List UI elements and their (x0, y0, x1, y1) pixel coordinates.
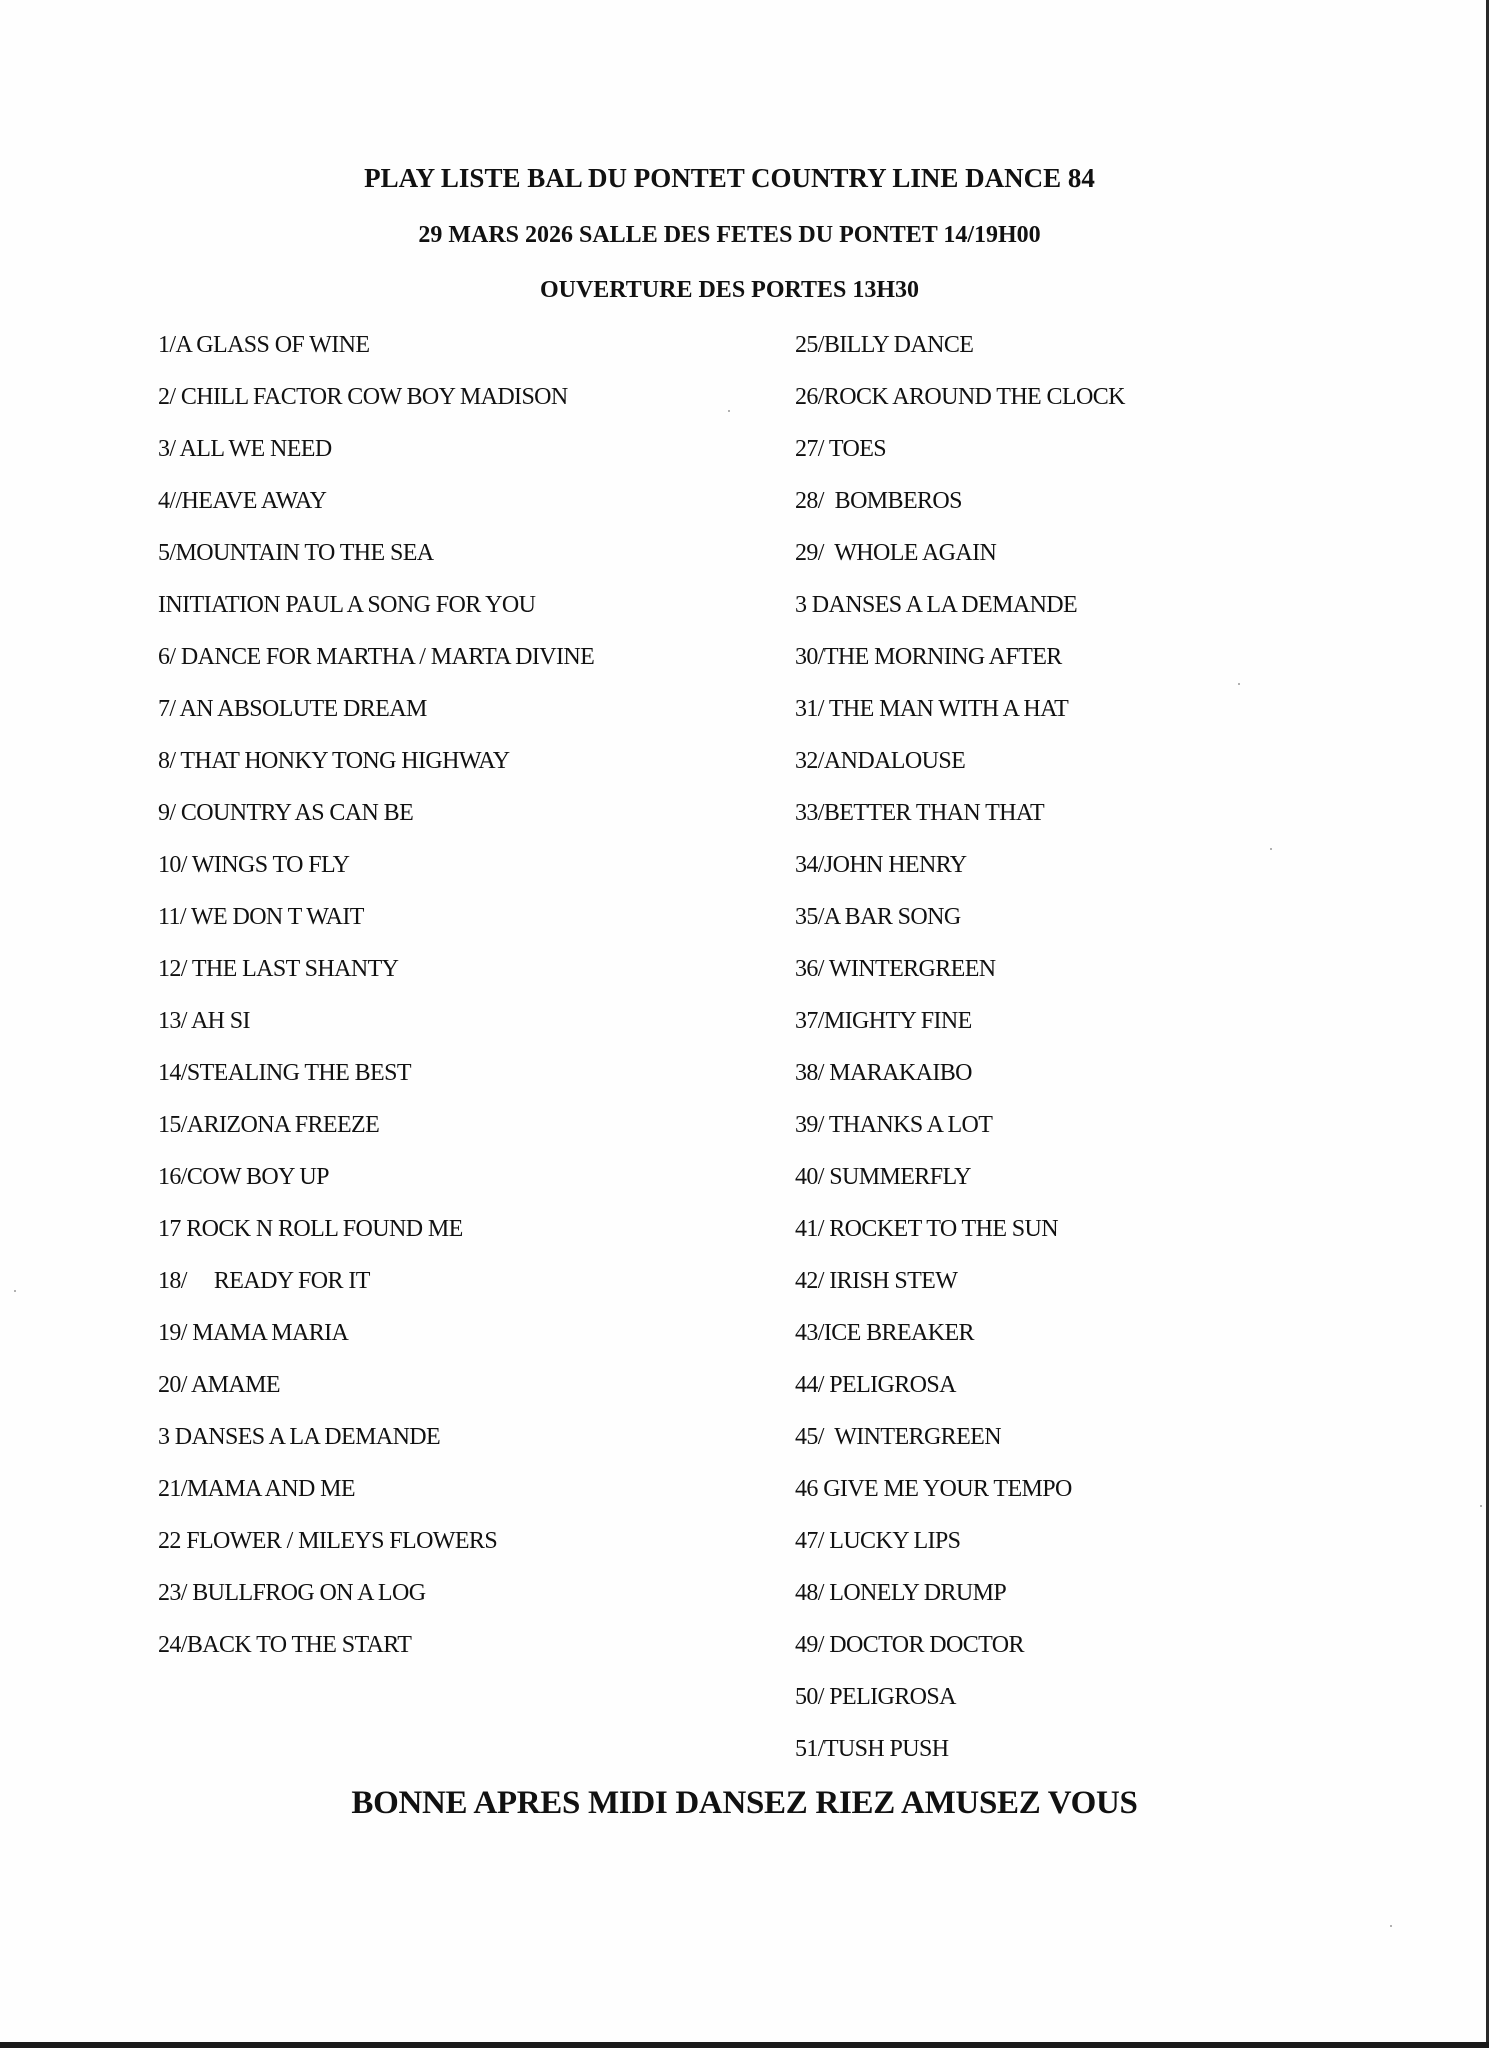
right-playlist-entry: 41/ ROCKET TO THE SUN (795, 1216, 1058, 1242)
left-playlist-entry: 2/ CHILL FACTOR COW BOY MADISON (158, 384, 568, 410)
right-playlist-entry: 51/TUSH PUSH (795, 1736, 949, 1762)
right-playlist-entry: 29/ WHOLE AGAIN (795, 540, 997, 566)
event-date-venue: 29 MARS 2026 SALLE DES FETES DU PONTET 14/19H00 (418, 222, 1041, 248)
right-playlist-entry: 3 DANSES A LA DEMANDE (795, 592, 1078, 618)
right-playlist-entry: 35/A BAR SONG (795, 904, 961, 930)
left-playlist-entry: 8/ THAT HONKY TONG HIGHWAY (158, 748, 510, 774)
scan-speck (1238, 683, 1240, 685)
left-playlist-entry: 21/MAMA AND ME (158, 1476, 355, 1502)
right-playlist-entry: 45/ WINTERGREEN (795, 1424, 1001, 1450)
right-playlist-entry: 46 GIVE ME YOUR TEMPO (795, 1476, 1072, 1502)
right-playlist-entry: 37/MIGHTY FINE (795, 1008, 972, 1034)
right-playlist-entry: 50/ PELIGROSA (795, 1684, 956, 1710)
right-playlist-entry: 25/BILLY DANCE (795, 332, 974, 358)
right-playlist-entry: 28/ BOMBEROS (795, 488, 962, 514)
left-playlist-entry: 15/ARIZONA FREEZE (158, 1112, 380, 1138)
right-playlist-entry: 26/ROCK AROUND THE CLOCK (795, 384, 1125, 410)
left-playlist-entry: 7/ AN ABSOLUTE DREAM (158, 696, 427, 722)
right-playlist-entry: 32/ANDALOUSE (795, 748, 966, 774)
left-playlist-entry: 13/ AH SI (158, 1008, 250, 1034)
left-playlist-entry: 4//HEAVE AWAY (158, 488, 327, 514)
right-playlist-entry: 42/ IRISH STEW (795, 1268, 958, 1294)
left-playlist-entry: 14/STEALING THE BEST (158, 1060, 411, 1086)
scan-edge-bottom (0, 2042, 1489, 2048)
right-playlist-entry: 48/ LONELY DRUMP (795, 1580, 1007, 1606)
left-playlist-entry: 6/ DANCE FOR MARTHA / MARTA DIVINE (158, 644, 595, 670)
left-playlist-entry: 3 DANSES A LA DEMANDE (158, 1424, 441, 1450)
left-playlist-entry: 12/ THE LAST SHANTY (158, 956, 399, 982)
scan-speck (14, 1290, 16, 1292)
scan-speck (1390, 1925, 1392, 1927)
right-playlist-entry: 44/ PELIGROSA (795, 1372, 956, 1398)
left-playlist-entry: 3/ ALL WE NEED (158, 436, 332, 462)
right-playlist-entry: 31/ THE MAN WITH A HAT (795, 696, 1069, 722)
playlist-title: PLAY LISTE BAL DU PONTET COUNTRY LINE DANCE 84 (364, 163, 1095, 193)
left-playlist-entry: 23/ BULLFROG ON A LOG (158, 1580, 426, 1606)
scan-speck (728, 410, 730, 412)
left-column-list (158, 330, 758, 1682)
right-playlist-entry: 43/ICE BREAKER (795, 1320, 974, 1346)
right-playlist-entry: 40/ SUMMERFLY (795, 1164, 971, 1190)
right-playlist-entry: 33/BETTER THAN THAT (795, 800, 1045, 826)
closing-message: BONNE APRES MIDI DANSEZ RIEZ AMUSEZ VOUS (351, 1785, 1138, 1821)
left-playlist-entry: 19/ MAMA MARIA (158, 1320, 349, 1346)
right-column-list (795, 330, 1395, 1786)
left-playlist-entry: 5/MOUNTAIN TO THE SEA (158, 540, 434, 566)
left-playlist-entry: 24/BACK TO THE START (158, 1632, 412, 1658)
right-playlist-entry: 27/ TOES (795, 436, 887, 462)
left-playlist-entry: 22 FLOWER / MILEYS FLOWERS (158, 1528, 498, 1554)
left-playlist-entry: 9/ COUNTRY AS CAN BE (158, 800, 414, 826)
right-playlist-entry: 36/ WINTERGREEN (795, 956, 996, 982)
scan-speck (1480, 1505, 1482, 1507)
left-playlist-entry: INITIATION PAUL A SONG FOR YOU (158, 592, 536, 618)
right-playlist-entry: 34/JOHN HENRY (795, 852, 967, 878)
right-playlist-entry: 49/ DOCTOR DOCTOR (795, 1632, 1024, 1658)
right-playlist-entry: 39/ THANKS A LOT (795, 1112, 993, 1138)
left-playlist-entry: 1/A GLASS OF WINE (158, 332, 370, 358)
doors-opening: OUVERTURE DES PORTES 13H30 (539, 277, 920, 303)
left-playlist-entry: 11/ WE DON T WAIT (158, 904, 364, 930)
left-playlist-entry: 17 ROCK N ROLL FOUND ME (158, 1216, 463, 1242)
scan-speck (1270, 848, 1272, 850)
left-playlist-entry: 18/ READY FOR IT (158, 1268, 370, 1294)
left-playlist-entry: 16/COW BOY UP (158, 1164, 329, 1190)
right-playlist-entry: 47/ LUCKY LIPS (795, 1528, 961, 1554)
right-playlist-entry: 30/THE MORNING AFTER (795, 644, 1062, 670)
right-playlist-entry: 38/ MARAKAIBO (795, 1060, 972, 1086)
left-playlist-entry: 20/ AMAME (158, 1372, 280, 1398)
left-playlist-entry: 10/ WINGS TO FLY (158, 852, 350, 878)
